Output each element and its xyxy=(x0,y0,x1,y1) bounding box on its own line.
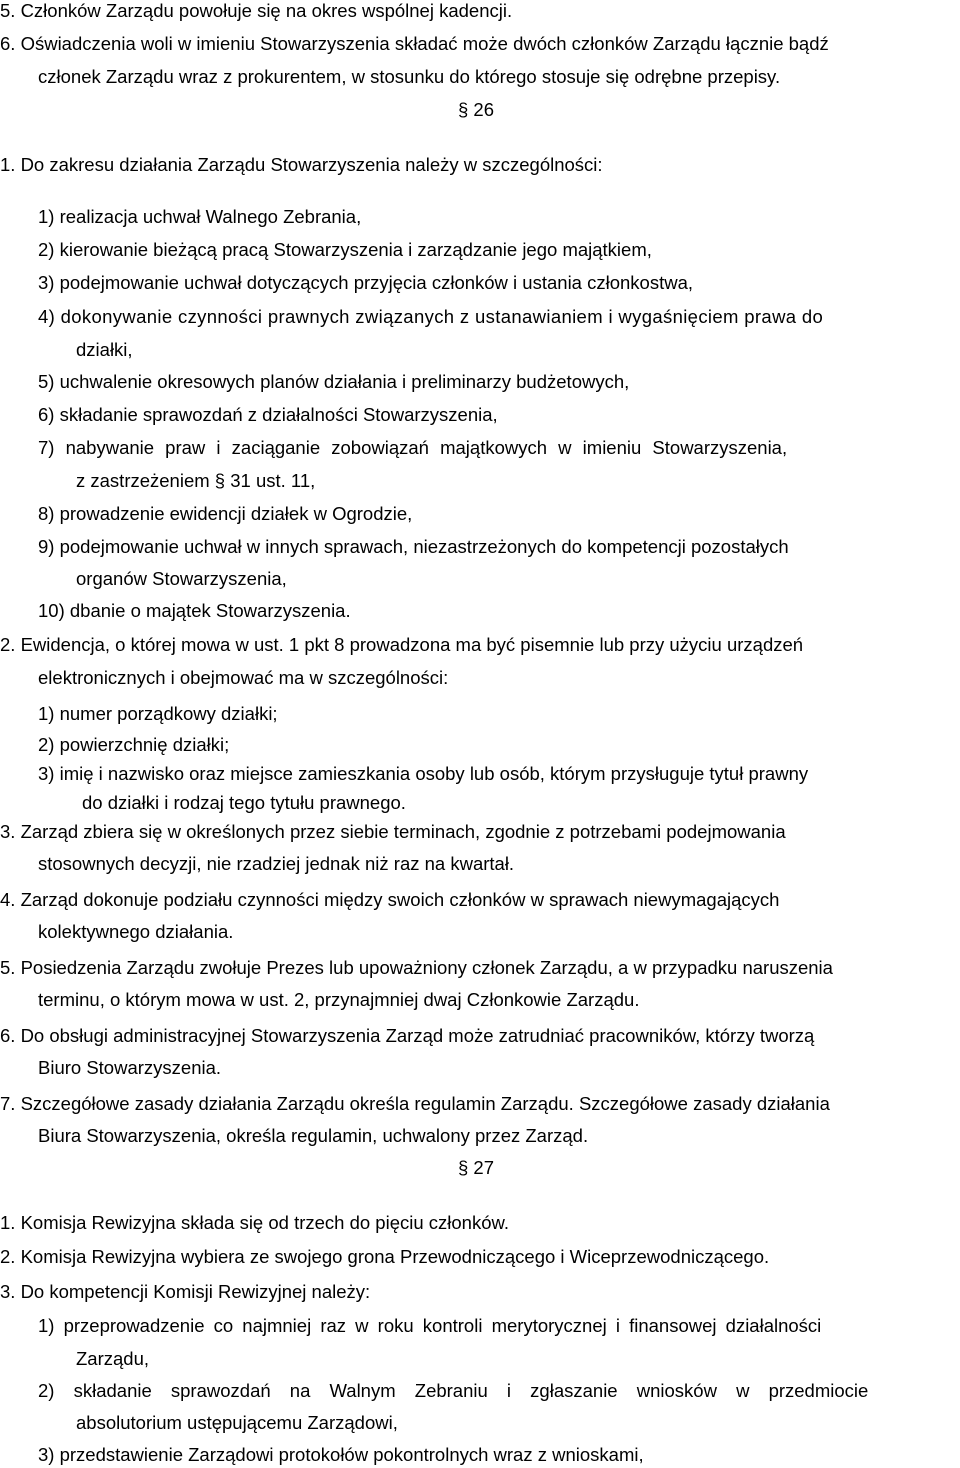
item-25-6-line1 xyxy=(0,33,960,59)
item-text: stosownych decyzji, nie rzadziej jednak niż raz na kwartał. xyxy=(38,853,515,874)
item-26-2 xyxy=(0,634,803,660)
item-text: 2) powierzchnię działki; xyxy=(38,734,230,755)
list-item xyxy=(38,703,278,729)
item-text: 3) imię i nazwisko oraz miejsce zamieszkania osoby lub osób, którym przysługuje tytuł prawny xyxy=(38,763,809,784)
section-heading-27: § 27 xyxy=(458,1157,495,1178)
item-26-4-cont xyxy=(38,921,233,947)
item-text: Biuro Stowarzyszenia. xyxy=(38,1057,222,1078)
list-item xyxy=(38,371,629,397)
list-item xyxy=(38,272,693,298)
item-26-3-cont xyxy=(38,853,514,879)
item-text: kolektywnego działania. xyxy=(38,921,234,942)
item-text: 3) przedstawienie Zarządowi protokołów pokontrolnych wraz z wnioskami, xyxy=(38,1444,644,1465)
item-text: 1. Komisja Rewizyjna składa się od trzech do pięciu członków. xyxy=(0,1212,509,1233)
item-text: 1) realizacja uchwał Walnego Zebrania, xyxy=(38,206,362,227)
item-27-1 xyxy=(0,1212,509,1238)
list-item xyxy=(38,1380,868,1406)
item-27-3 xyxy=(0,1281,370,1307)
list-item-continuation xyxy=(76,568,287,594)
item-26-2-cont xyxy=(38,667,448,693)
item-text: 5. Posiedzenia Zarządu zwołuje Prezes lub upoważniony członek Zarządu, a w przypadku naruszenia xyxy=(0,957,833,978)
item-26-7-cont xyxy=(38,1125,588,1151)
item-text: 5) uchwalenie okresowych planów działania i preliminarzy budżetowych, xyxy=(38,371,630,392)
item-text: 3. Zarząd zbiera się w określonych przez siebie terminach, zgodnie z potrzebami podejmowania xyxy=(0,821,786,842)
item-text: organów Stowarzyszenia, xyxy=(76,568,287,589)
list-item xyxy=(38,1444,644,1468)
list-item xyxy=(38,763,808,789)
item-text: działki, xyxy=(76,339,133,360)
item-text: 10) dbanie o majątek Stowarzyszenia. xyxy=(38,600,351,621)
list-item xyxy=(38,437,787,463)
item-text: do działki i rodzaj tego tytułu prawnego. xyxy=(82,792,406,813)
item-text: członek Zarządu wraz z prokurentem, w stosunku do którego stosuje się odrębne przepisy. xyxy=(38,66,781,87)
item-text: 7) nabywanie praw i zaciąganie zobowiązań majątkowych w imieniu Stowarzyszenia, xyxy=(38,437,788,458)
item-26-7 xyxy=(0,1093,830,1119)
item-text: elektronicznych i obejmować ma w szczególności: xyxy=(38,667,449,688)
item-text: 6. Oświadczenia woli w imieniu Stowarzyszenia składać może dwóch członków Zarządu łącznie bądź xyxy=(0,33,829,54)
item-text: terminu, o którym mowa w ust. 2, przynajmniej dwaj Członkowie Zarządu. xyxy=(38,989,640,1010)
list-item xyxy=(38,503,412,529)
item-text: 4. Zarząd dokonuje podziału czynności między swoich członków w sprawach niewymagających xyxy=(0,889,780,910)
list-item xyxy=(38,306,960,332)
item-text: 4) dokonywanie czynności prawnych związanych z ustanawianiem i wygaśnięciem prawa do xyxy=(38,306,824,327)
item-text: 2. Komisja Rewizyjna wybiera ze swojego grona Przewodniczącego i Wiceprzewodniczącego. xyxy=(0,1246,770,1267)
item-text: z zastrzeżeniem § 31 ust. 11, xyxy=(76,470,316,491)
item-text: 3) podejmowanie uchwał dotyczących przyjęcia członków i ustania członkostwa, xyxy=(38,272,694,293)
list-item-continuation xyxy=(76,470,315,496)
item-text: Biura Stowarzyszenia, określa regulamin, uchwalony przez Zarząd. xyxy=(38,1125,589,1146)
list-item xyxy=(38,536,789,562)
item-text: 6) składanie sprawozdań z działalności Stowarzyszenia, xyxy=(38,404,498,425)
list-item xyxy=(38,734,229,760)
list-item-continuation xyxy=(76,1348,149,1374)
item-text: 3. Do kompetencji Komisji Rewizyjnej należy: xyxy=(0,1281,371,1302)
item-25-6-line2 xyxy=(38,66,780,92)
list-item-continuation xyxy=(76,1412,398,1438)
item-text: 9) podejmowanie uchwał w innych sprawach, niezastrzeżonych do kompetencji pozostałych xyxy=(38,536,789,557)
list-item xyxy=(38,206,361,232)
item-27-2 xyxy=(0,1246,769,1272)
item-text: 2) składanie sprawozdań na Walnym Zebraniu i zgłaszanie wniosków w przedmiocie xyxy=(38,1380,869,1401)
list-item xyxy=(38,600,351,626)
item-text: 5. Członków Zarządu powołuje się na okres wspólnej kadencji. xyxy=(0,0,513,21)
list-item-continuation xyxy=(76,339,133,365)
item-text: 7. Szczegółowe zasady działania Zarządu określa regulamin Zarządu. Szczegółowe zasady działania xyxy=(0,1093,830,1114)
item-text: absolutorium ustępującemu Zarządowi, xyxy=(76,1412,398,1433)
item-text: 1) przeprowadzenie co najmniej raz w roku kontroli merytorycznej i finansowej działalności xyxy=(38,1315,822,1336)
item-26-5 xyxy=(0,957,833,983)
item-text: 2) kierowanie bieżącą pracą Stowarzyszenia i zarządzanie jego majątkiem, xyxy=(38,239,652,260)
item-25-5 xyxy=(0,0,512,26)
item-26-4 xyxy=(0,889,779,915)
section-heading-26: § 26 xyxy=(458,99,495,120)
item-text: 6. Do obsługi administracyjnej Stowarzyszenia Zarząd może zatrudniać pracowników, którzy tworzą xyxy=(0,1025,815,1046)
item-text: 1. Do zakresu działania Zarządu Stowarzyszenia należy w szczególności: xyxy=(0,154,603,175)
item-26-3 xyxy=(0,821,786,847)
item-26-5-cont xyxy=(38,989,639,1015)
list-item xyxy=(38,239,652,265)
item-26-1 xyxy=(0,154,603,180)
item-26-6-cont xyxy=(38,1057,221,1083)
item-26-6 xyxy=(0,1025,814,1051)
item-text: 2. Ewidencja, o której mowa w ust. 1 pkt 8 prowadzona ma być pisemnie lub przy użyciu urządzeń xyxy=(0,634,804,655)
list-item xyxy=(38,1315,821,1341)
item-text: 1) numer porządkowy działki; xyxy=(38,703,278,724)
list-item-continuation xyxy=(82,792,406,818)
list-item xyxy=(38,404,498,430)
item-text: Zarządu, xyxy=(76,1348,150,1369)
item-text: 8) prowadzenie ewidencji działek w Ogrodzie, xyxy=(38,503,413,524)
